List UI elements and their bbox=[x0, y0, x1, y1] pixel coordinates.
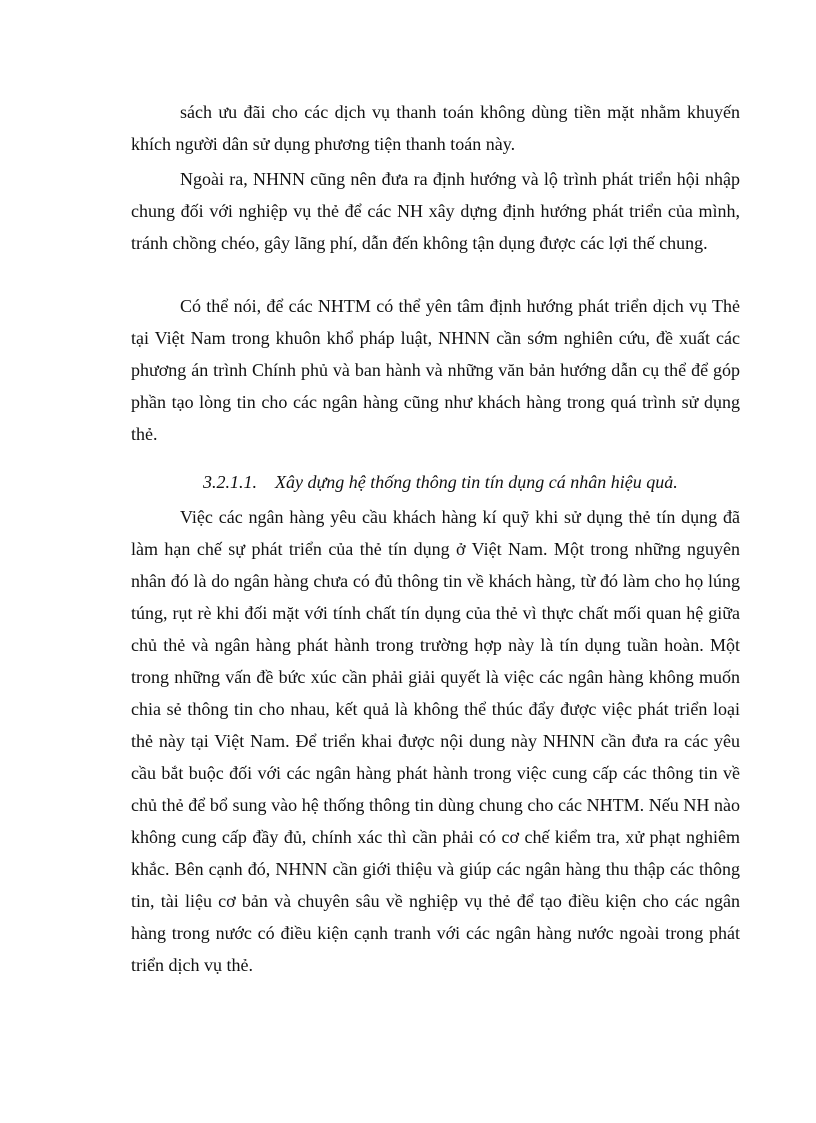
section-heading bbox=[203, 466, 678, 498]
paragraph-4: Việc các ngân hàng yêu cầu khách hàng kí quỹ khi sử dụng thẻ tín dụng đã làm hạn chế sự phát triển của thẻ tín dụng ở Việt Nam. Một trong những nguyên nhân đó là do ngân hàng chưa có đủ thông tin về khách hàng, từ đó làm cho họ lúng túng, rụt rè khi đối mặt với tính chất tín dụng của thẻ vì thực chất mối quan hệ giữa chủ thẻ và ngân hàng phát hành trong trường hợp này là tín dụng tuần hoàn. Một trong những vấn đề bức xúc cần phải giải quyết là việc các ngân hàng không muốn chia sẻ thông tin cho nhau, kết quả là không thể thúc đẩy được việc phát triển loại thẻ này tại Việt Nam. Để triển khai được nội dung này NHNN cần đưa ra các yêu cầu bắt buộc đối với các ngân hàng phát hành trong việc cung cấp các thông tin về chủ thẻ để bổ sung vào hệ thống thông tin dùng chung cho các NHTM. Nếu NH nào không cung cấp đầy đủ, chính xác thì cần phải có cơ chế kiểm tra, xử phạt nghiêm khắc. Bên cạnh đó, NHNN cần giới thiệu và giúp các ngân hàng thu thập các thông tin, tài liệu cơ bản và chuyên sâu về nghiệp vụ thẻ để tạo điều kiện cho các ngân hàng trong nước có điều kiện cạnh tranh với các ngân hàng nước ngoài trong phát triển dịch vụ thẻ. bbox=[131, 507, 740, 975]
paragraph-1: sách ưu đãi cho các dịch vụ thanh toán không dùng tiền mặt nhằm khuyến khích người dân sử dụng phương tiện thanh toán này. bbox=[131, 102, 740, 154]
paragraph-3: Có thể nói, để các NHTM có thể yên tâm định hướng phát triển dịch vụ Thẻ tại Việt Nam trong khuôn khổ pháp luật, NHNN cần sớm nghiên cứu, đề xuất các phương án trình Chính phủ và ban hành và những văn bản hướng dẫn cụ thể để góp phần tạo lòng tin cho các ngân hàng cũng như khách hàng trong quá trình sử dụng thẻ. bbox=[131, 296, 740, 444]
paragraph-2: Ngoài ra, NHNN cũng nên đưa ra định hướng và lộ trình phát triển hội nhập chung đối với nghiệp vụ thẻ để các NH xây dựng định hướng phát triển của mình, tránh chồng chéo, gây lãng phí, dẫn đến không tận dụng được các lợi thế chung. bbox=[131, 169, 740, 253]
section-number: 3.2.1.1. bbox=[203, 472, 257, 492]
section-title: Xây dựng hệ thống thông tin tín dụng cá nhân hiệu quả. bbox=[275, 472, 678, 492]
